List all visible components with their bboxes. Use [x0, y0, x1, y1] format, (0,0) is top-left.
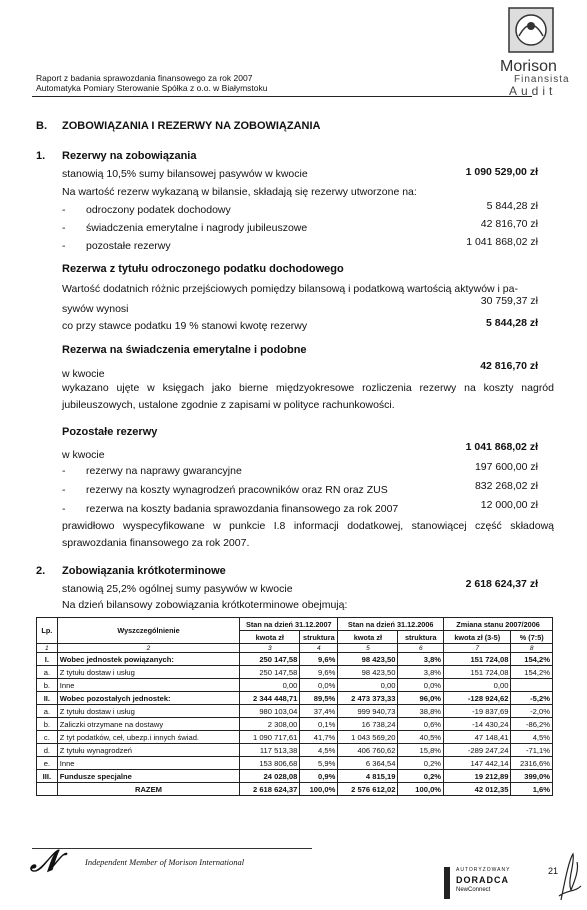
other-dash: -	[62, 503, 66, 515]
table-cell-c7: 19 212,89	[444, 770, 511, 783]
table-cell-c8: 1,6%	[511, 783, 553, 796]
table-cell-c3: 2 618 624,37	[240, 783, 300, 796]
s2-title: Zobowiązania krótkoterminowe	[62, 565, 226, 577]
s1-item-label: świadczenia emerytalne i nagrody jubileuszowe	[86, 222, 308, 234]
morison-logo-icon	[507, 6, 555, 54]
doradca-name: DORADCA	[456, 875, 509, 885]
s1-intro-amount: 1 090 529,00 zł	[465, 166, 538, 178]
footer-text: Independent Member of Morison International	[85, 857, 245, 867]
s1-intro: stanowią 10,5% sumy bilansowej pasywów w kwocie	[62, 168, 308, 180]
table-cell-lp: I.	[37, 653, 58, 666]
header-group-change: Zmiana stanu 2007/2006	[444, 618, 553, 631]
other-item-amount: 197 600,00 zł	[474, 461, 538, 473]
s1-note: Na wartość rezerw wykazaną w bilansie, składają się rezerwy utworzone na:	[62, 186, 417, 198]
table-cell-c8: 154,2%	[511, 653, 553, 666]
section-label: B.	[36, 120, 47, 132]
table-cell-c3: 2 308,00	[240, 718, 300, 731]
brand-name: Morison	[500, 58, 557, 75]
table-row	[37, 757, 553, 770]
table-cell-c7: -19 837,69	[444, 705, 511, 718]
other-item-amount: 832 268,02 zł	[474, 480, 538, 492]
table-cell-c3: 2 344 448,71	[240, 692, 300, 705]
s2-intro: stanowią 25,2% ogólnej sumy pasywów w kwocie	[62, 583, 293, 595]
footer-divider	[32, 848, 312, 849]
other-dash: -	[62, 484, 66, 496]
table-row	[37, 744, 553, 757]
table-cell-lp: III.	[37, 770, 58, 783]
table-cell-lp: b.	[37, 679, 58, 692]
table-cell-c7: -128 924,62	[444, 692, 511, 705]
table-cell-c5: 999 940,73	[338, 705, 398, 718]
s2-number: 2.	[36, 565, 46, 577]
table-cell-lp	[37, 783, 58, 796]
table-cell-lp: b.	[37, 718, 58, 731]
table-cell-desc: Wobec jednostek powiązanych:	[57, 653, 239, 666]
doradca-logo	[444, 865, 524, 905]
table-cell-lp: a.	[37, 666, 58, 679]
table-cell-c6: 40,5%	[398, 731, 444, 744]
table-cell-c5: 16 738,24	[338, 718, 398, 731]
pension-amount: 42 816,70 zł	[480, 360, 538, 372]
table-cell-c4: 0,1%	[300, 718, 338, 731]
s1-item-label: pozostałe rezerwy	[86, 240, 171, 252]
other-line-1: w kwocie	[62, 449, 105, 461]
table-row	[37, 731, 553, 744]
other-title: Pozostałe rezerwy	[62, 426, 158, 438]
signature-icon	[555, 850, 583, 905]
table-cell-desc: RAZEM	[57, 783, 239, 796]
other-amount: 1 041 868,02 zł	[465, 441, 538, 453]
table-cell-c8: -5,2%	[511, 692, 553, 705]
table-cell-c4: 89,5%	[300, 692, 338, 705]
table-cell-desc: Inne	[57, 679, 239, 692]
s1-title: Rezerwy na zobowiązania	[62, 150, 197, 162]
table-cell-c8: 4,5%	[511, 731, 553, 744]
table-cell-c7: 0,00	[444, 679, 511, 692]
table-row	[37, 692, 553, 705]
table-cell-c6: 15,8%	[398, 744, 444, 757]
header-kwota: kwota zł	[338, 631, 398, 644]
table-cell-c3: 153 806,68	[240, 757, 300, 770]
table-row	[37, 666, 553, 679]
table-cell-c8: -86,2%	[511, 718, 553, 731]
s2-intro-amount: 2 618 624,37 zł	[465, 578, 538, 590]
tax-line-2-amount: 30 759,37 zł	[480, 295, 538, 307]
table-cell-lp: II.	[37, 692, 58, 705]
other-item-label: rezerwa na koszty badania sprawozdania finansowego za rok 2007	[86, 503, 399, 515]
table-cell-c3: 980 103,04	[240, 705, 300, 718]
table-cell-desc: Z tytułu dostaw i usług	[57, 705, 239, 718]
table-cell-c5: 2 473 373,33	[338, 692, 398, 705]
table-cell-lp: d.	[37, 744, 58, 757]
table-cell-c3: 1 090 717,61	[240, 731, 300, 744]
other-text: prawidłowo wyspecyfikowane w punkcie I.8 informacji dodatkowej, stanowiącej część składową sprawozdania finansowego za rok 2007.	[62, 520, 554, 549]
tax-line-3-amount: 5 844,28 zł	[486, 317, 538, 329]
table-cell-c6: 0,2%	[398, 770, 444, 783]
doradca-sub: NewConnect	[456, 887, 491, 893]
table-cell-c4: 37,4%	[300, 705, 338, 718]
section-title: ZOBOWIĄZANIA I REZERWY NA ZOBOWIĄZANIA	[62, 120, 321, 132]
table-cell-desc: Z tytułu wynagrodzeń	[57, 744, 239, 757]
table-cell-c4: 5,9%	[300, 757, 338, 770]
table-row	[37, 783, 553, 796]
header-pct: % (7:5)	[511, 631, 553, 644]
table-cell-c8: 154,2%	[511, 666, 553, 679]
tax-line-2: sywów wynosi	[62, 303, 129, 315]
s1-item-amount: 1 041 868,02 zł	[466, 236, 538, 248]
table-cell-c3: 24 028,08	[240, 770, 300, 783]
liabilities-table	[36, 617, 553, 796]
pension-title: Rezerwa na świadczenia emerytalne i podobne	[62, 344, 307, 356]
index-cell: 1	[37, 644, 58, 653]
s1-number: 1.	[36, 150, 46, 162]
table-cell-c6: 3,8%	[398, 666, 444, 679]
brand-sub-2: Audit	[509, 84, 557, 98]
table-cell-c8: 2316,6%	[511, 757, 553, 770]
table-cell-c7: 147 442,14	[444, 757, 511, 770]
s1-item-amount: 5 844,28 zł	[486, 200, 538, 212]
index-cell: 4	[300, 644, 338, 653]
table-cell-c5: 406 760,62	[338, 744, 398, 757]
table-cell-c4: 100,0%	[300, 783, 338, 796]
table-cell-c8: -2,0%	[511, 705, 553, 718]
table-cell-c6: 100,0%	[398, 783, 444, 796]
table-cell-c5: 98 423,50	[338, 653, 398, 666]
doradca-top: AUTORYZOWANY	[456, 867, 511, 873]
s1-item-label: odroczony podatek dochodowy	[86, 204, 231, 216]
page-number: 21	[548, 866, 559, 876]
header-desc: Wyszczególnienie	[57, 618, 239, 644]
table-cell-c3: 250 147,58	[240, 666, 300, 679]
table-row	[37, 653, 553, 666]
table-cell-c7: 47 148,41	[444, 731, 511, 744]
s1-dash: -	[62, 240, 66, 252]
header-lp: Lp.	[37, 618, 58, 644]
header-kwota-diff: kwota zł (3-5)	[444, 631, 511, 644]
table-cell-c7: -289 247,24	[444, 744, 511, 757]
pension-line-1: w kwocie	[62, 368, 105, 380]
header-struktura: struktura	[398, 631, 444, 644]
table-cell-c7: 151 724,08	[444, 666, 511, 679]
table-cell-lp: c.	[37, 731, 58, 744]
table-cell-c4: 9,6%	[300, 653, 338, 666]
table-cell-desc: Fundusze specjalne	[57, 770, 239, 783]
table-cell-c8: -71,1%	[511, 744, 553, 757]
s2-note: Na dzień bilansowy zobowiązania krótkoterminowe obejmują:	[62, 599, 348, 611]
index-cell: 8	[511, 644, 553, 653]
table-row	[37, 770, 553, 783]
brand-sub-1: Finansista	[514, 74, 570, 85]
table-cell-c5: 6 364,54	[338, 757, 398, 770]
table-cell-c6: 0,0%	[398, 679, 444, 692]
table-row	[37, 679, 553, 692]
header-group-2007: Stan na dzień 31.12.2007	[240, 618, 338, 631]
header-line-2: Automatyka Pomiary Sterowanie Spółka z o.o. w Białymstoku	[36, 83, 268, 93]
table-cell-desc: Zaliczki otrzymane na dostawy	[57, 718, 239, 731]
table-cell-c4: 0,0%	[300, 679, 338, 692]
doradca-bar-icon	[444, 867, 450, 899]
table-cell-c4: 41,7%	[300, 731, 338, 744]
table-cell-c5: 0,00	[338, 679, 398, 692]
s1-dash: -	[62, 222, 66, 234]
table-cell-c8	[511, 679, 553, 692]
table-cell-c6: 38,8%	[398, 705, 444, 718]
header-struktura: struktura	[300, 631, 338, 644]
tax-line-1: Wartość dodatnich różnic przejściowych pomiędzy bilansową i podatkową wartością aktywów i pa-	[62, 283, 518, 295]
table-cell-c4: 4,5%	[300, 744, 338, 757]
table-cell-c7: 42 012,35	[444, 783, 511, 796]
header-divider	[32, 96, 532, 97]
report-header	[36, 73, 268, 93]
table-cell-desc: Z tyt podatków, ceł, ubezp.i innych świad.	[57, 731, 239, 744]
table-cell-lp: e.	[37, 757, 58, 770]
morison-mark-icon: 𝒩	[30, 845, 59, 878]
table-row	[37, 705, 553, 718]
table-cell-desc: Wobec pozostałych jednostek:	[57, 692, 239, 705]
tax-title: Rezerwa z tytułu odroczonego podatku dochodowego	[62, 263, 344, 275]
tax-line-3: co przy stawce podatku 19 % stanowi kwotę rezerwy	[62, 320, 308, 332]
table-cell-c4: 0,9%	[300, 770, 338, 783]
table-cell-lp: a.	[37, 705, 58, 718]
table-cell-desc: Inne	[57, 757, 239, 770]
header-group-2006: Stan na dzień 31.12.2006	[338, 618, 444, 631]
table-cell-c6: 0,6%	[398, 718, 444, 731]
table-cell-c5: 1 043 569,20	[338, 731, 398, 744]
table-row	[37, 718, 553, 731]
table-cell-c6: 96,0%	[398, 692, 444, 705]
table-cell-c3: 117 513,38	[240, 744, 300, 757]
table-cell-c5: 4 815,19	[338, 770, 398, 783]
other-item-amount: 12 000,00 zł	[480, 499, 538, 511]
table-cell-c5: 98 423,50	[338, 666, 398, 679]
table-cell-c6: 3,8%	[398, 653, 444, 666]
column-index-row	[37, 644, 553, 653]
index-cell: 2	[57, 644, 239, 653]
other-dash: -	[62, 465, 66, 477]
table-cell-c8: 399,0%	[511, 770, 553, 783]
table-cell-desc: Z tytułu dostaw i usług	[57, 666, 239, 679]
index-cell: 7	[444, 644, 511, 653]
s1-item-amount: 42 816,70 zł	[480, 218, 538, 230]
s1-dash: -	[62, 204, 66, 216]
table-cell-c5: 2 576 612,02	[338, 783, 398, 796]
index-cell: 5	[338, 644, 398, 653]
table-cell-c7: 151 724,08	[444, 653, 511, 666]
table-cell-c7: -14 430,24	[444, 718, 511, 731]
other-item-label: rezerwy na koszty wynagrodzeń pracowników oraz RN oraz ZUS	[86, 484, 388, 496]
header-line-1: Raport z badania sprawozdania finansowego za rok 2007	[36, 73, 253, 83]
index-cell: 6	[398, 644, 444, 653]
table-cell-c4: 9,6%	[300, 666, 338, 679]
header-kwota: kwota zł	[240, 631, 300, 644]
table-cell-c3: 0,00	[240, 679, 300, 692]
index-cell: 3	[240, 644, 300, 653]
other-item-label: rezerwy na naprawy gwarancyjne	[86, 465, 242, 477]
table-cell-c6: 0,2%	[398, 757, 444, 770]
table-cell-c3: 250 147,58	[240, 653, 300, 666]
pension-text: wykazano ujęte w księgach jako bierne międzyokresowe rozliczenia rezerwy na koszty nagród jubileuszowych, ustalone zgodnie z zapisami w polityce rachunkowości.	[62, 382, 554, 411]
